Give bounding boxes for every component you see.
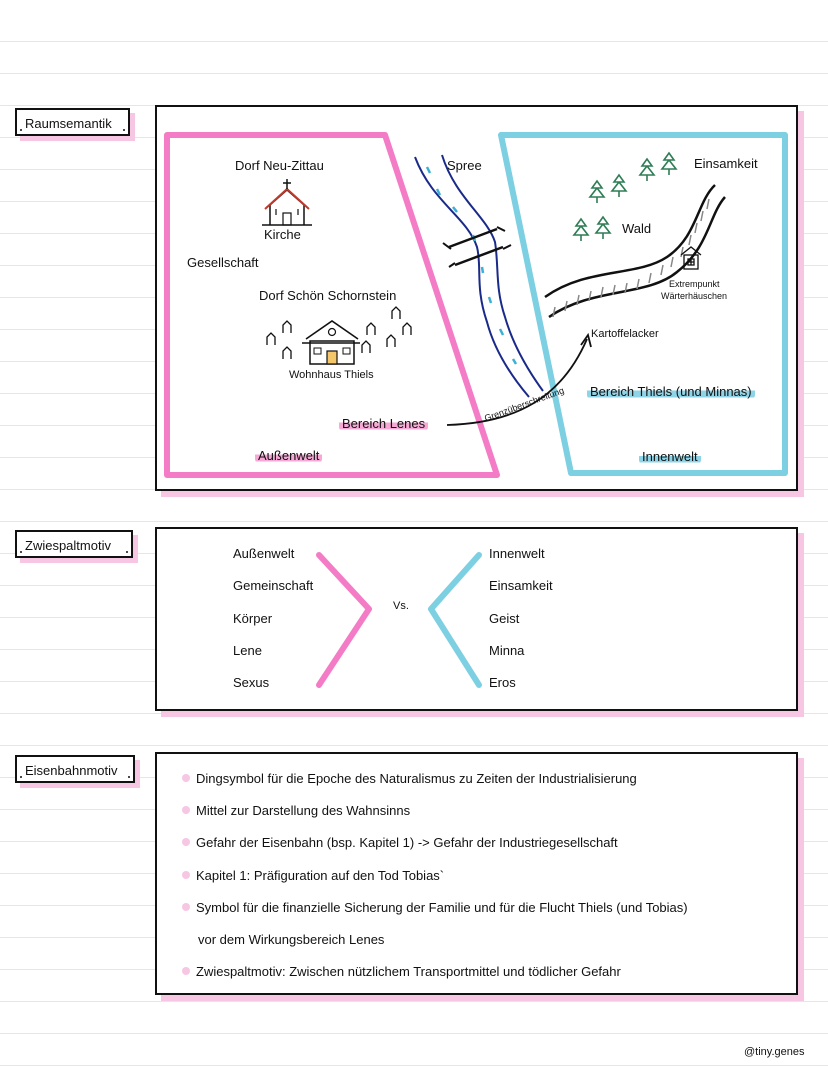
bereich-lenes-text: Bereich Lenes	[339, 416, 428, 431]
kirche-text: Kirche	[264, 227, 301, 242]
bereich-thiels-text: Bereich Thiels (und Minnas)	[587, 384, 755, 399]
village-houses-icon	[267, 307, 411, 359]
zwiespalt-right-3: Geist	[489, 611, 520, 626]
grenzueberschreitung-text: Grenzüberschreitung	[483, 385, 566, 424]
zwiespalt-left-1: Außenwelt	[233, 546, 295, 561]
bullet-text: Gefahr der Eisenbahn (bsp. Kapitel 1) -> Gefahr der Industriegesellschaft	[196, 835, 618, 850]
zwiespalt-right-4: Minna	[489, 643, 525, 658]
bullet-icon	[182, 774, 190, 782]
zwiespalt-right-5: Eros	[489, 675, 516, 690]
list-item	[182, 771, 637, 786]
dorf-neu-zittau-text: Dorf Neu-Zittau	[235, 158, 324, 173]
bullet-icon	[182, 903, 190, 911]
dorf-schoen-text: Dorf Schön Schornstein	[259, 288, 397, 303]
vs-text: Vs.	[393, 600, 409, 612]
waerterhaeuschen-text: Wärterhäuschen	[661, 291, 728, 301]
spree-text: Spree	[447, 158, 482, 173]
pink-bracket-icon	[319, 555, 369, 685]
zwiespalt-left-2: Gemeinschaft	[233, 578, 314, 593]
section-label-raumsemantik	[15, 108, 130, 136]
wohnhaus-text: Wohnhaus Thiels	[289, 369, 374, 381]
einsamkeit-text: Einsamkeit	[694, 156, 758, 171]
zwiespalt-panel	[155, 527, 798, 711]
eisenbahn-panel	[155, 752, 798, 995]
aussenwelt-area	[167, 135, 497, 475]
bullet-text: Kapitel 1: Präfiguration auf den Tod Tobias`	[196, 868, 445, 883]
section-label-text: Zwiespaltmotiv	[25, 538, 111, 553]
innenwelt-area	[501, 135, 785, 473]
kartoffelacker-text: Kartoffelacker	[591, 328, 659, 340]
bullet-text: Mittel zur Darstellung des Wahnsinns	[196, 803, 411, 818]
zwiespalt-left-3: Körper	[233, 611, 273, 626]
bullet-continuation: vor dem Wirkungsbereich Lenes	[198, 932, 385, 947]
credit-text: @tiny.genes	[744, 1046, 805, 1058]
section-label-text: Eisenbahnmotiv	[25, 763, 118, 778]
list-item	[182, 868, 444, 883]
section-label-text: Raumsemantik	[25, 116, 112, 131]
bullet-text: Zwiespaltmotiv: Zwischen nützlichem Transportmittel und tödlicher Gefahr	[196, 964, 621, 979]
bullet-icon	[182, 838, 190, 846]
extrempunkt-text: Extrempunkt	[669, 279, 720, 289]
zwiespalt-left-5: Sexus	[233, 675, 270, 690]
list-item	[182, 964, 621, 979]
eisenbahn-list	[182, 754, 792, 997]
bullet-icon	[182, 967, 190, 975]
list-item	[182, 835, 618, 850]
section-label-zwiespaltmotiv	[15, 530, 133, 558]
gesellschaft-text: Gesellschaft	[187, 255, 259, 270]
bullet-text: Dingsymbol für die Epoche des Naturalismus zu Zeiten der Industrialisierung	[196, 771, 637, 786]
aussenwelt-text: Außenwelt	[255, 448, 322, 463]
wald-text: Wald	[622, 221, 652, 236]
list-item	[182, 900, 688, 915]
zwiespalt-left-4: Lene	[233, 643, 262, 658]
bullet-text: Symbol für die finanzielle Sicherung der Familie und für die Flucht Thiels (und Tobias)	[196, 900, 688, 915]
wohnhaus-icon	[302, 321, 360, 364]
raumsemantik-panel	[155, 105, 798, 491]
church-icon	[262, 179, 312, 225]
bullet-icon	[182, 871, 190, 879]
innenwelt-text: Innenwelt	[639, 449, 701, 464]
zwiespalt-right-2: Einsamkeit	[489, 578, 553, 593]
zwiespalt-right-1: Innenwelt	[489, 546, 545, 561]
list-item	[182, 803, 410, 818]
section-label-eisenbahnmotiv	[15, 755, 135, 783]
blue-bracket-icon	[431, 555, 479, 685]
bullet-icon	[182, 806, 190, 814]
